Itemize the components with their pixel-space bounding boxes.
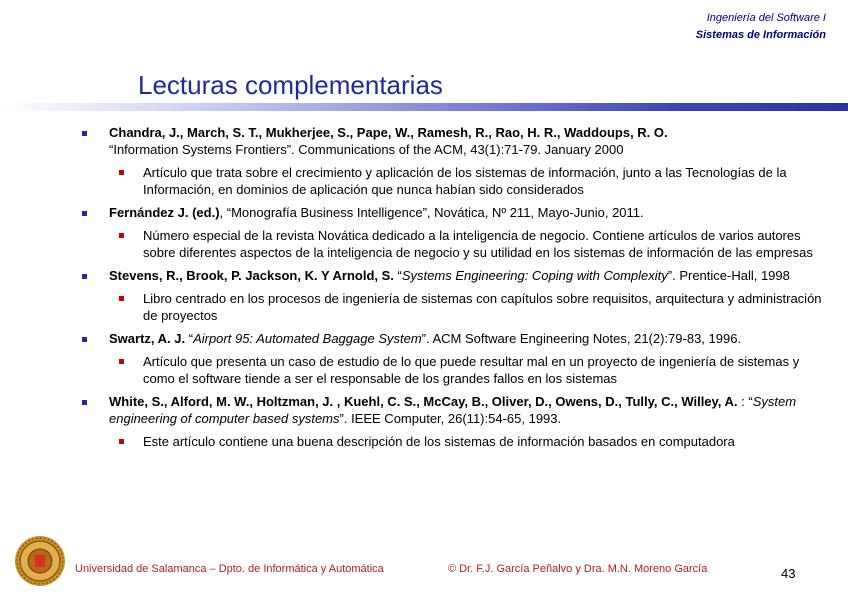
reading-entry (76, 393, 828, 450)
entry-description-text: Artículo que presenta un caso de estudio de lo que puede resultar mal en un proyecto de ingeniería de sistemas y como el software tiende a ser el responsable de los grandes fallos en los sistemas (143, 354, 800, 386)
entry-authors: Stevens, R., Brook, P. Jackson, K. Y Arnold, S. (109, 268, 394, 283)
entry-reference: “Monografía Business Intelligence”, Novática, Nº 211, Mayo-Junio, 2011. (226, 205, 644, 220)
reading-entry (76, 267, 828, 324)
entry-title: Systems Engineering: Coping with Complexity (401, 268, 668, 283)
course-subtitle: Sistemas de Información (695, 29, 826, 41)
sub-bullet-icon (119, 439, 124, 444)
footer-copyright: © Dr. F.J. García Peñalvo y Dra. M.N. Moreno García (448, 563, 708, 575)
page-number: 43 (781, 566, 796, 581)
slide-title: Lecturas complementarias (138, 70, 443, 100)
footer-institution: Universidad de Salamanca – Dpto. de Informática y Automática (75, 563, 384, 575)
entry-separator: “ (393, 268, 402, 283)
entry-description (109, 433, 828, 450)
entry-authors: White, S., Alford, M. W., Holtzman, J. , Kuehl, C. S., McCay, B., Oliver, D., Owens, D., Tully, C., Willey, A. (109, 394, 738, 409)
university-seal-icon (14, 535, 66, 587)
entry-reference: ”. Prentice-Hall, 1998 (667, 268, 790, 283)
entry-description-text: Libro centrado en los procesos de ingeniería de sistemas con capítulos sobre requisitos, arquitectura y administración de proyectos (143, 291, 822, 323)
entry-title: System engineering of computer based systems (109, 394, 797, 426)
bullet-square-icon (82, 211, 87, 216)
course-title: Ingeniería del Software I (706, 12, 826, 24)
reading-entry (76, 124, 828, 198)
sub-bullet-icon (119, 233, 124, 238)
bullet-square-icon (82, 400, 87, 405)
entry-authors: Swartz, A. J. (109, 331, 186, 346)
entry-description (109, 290, 828, 324)
entry-description-text: Este artículo contiene una buena descripción de los sistemas de información basados en computadora (143, 434, 735, 449)
entry-separator: : “ (737, 394, 753, 409)
sub-bullet-icon (119, 359, 124, 364)
entry-description (109, 353, 828, 387)
sub-bullet-icon (119, 170, 124, 175)
reading-entry (76, 330, 828, 387)
entry-title: Airport 95: Automated Baggage System (193, 331, 422, 346)
bullet-square-icon (82, 274, 87, 279)
entry-separator: “ (185, 331, 194, 346)
entry-authors: Fernández J. (ed.) (109, 205, 220, 220)
entry-description (109, 227, 828, 261)
entry-reference: ”. IEEE Computer, 26(11):54-65, 1993. (339, 411, 562, 426)
entry-description-text: Artículo que trata sobre el crecimiento y aplicación de los sistemas de información, junto a las Tecnologías de la Información, en dominios de aplicación que nunca habían sido considerados (143, 165, 787, 197)
entry-authors: Chandra, J., March, S. T., Mukherjee, S., Pape, W., Ramesh, R., Rao, H. R., Waddoups, R. O. (109, 125, 668, 140)
course-header (696, 10, 826, 44)
entry-reference: “Information Systems Frontiers”. Communications of the ACM, 43(1):71-79. January 2000 (109, 142, 624, 157)
reading-entry (76, 204, 828, 261)
bullet-square-icon (82, 131, 87, 136)
title-gradient-bar (0, 103, 848, 111)
reading-list (76, 124, 828, 456)
sub-bullet-icon (119, 296, 124, 301)
bullet-square-icon (82, 337, 87, 342)
entry-reference: ”. ACM Software Engineering Notes, 21(2):79-83, 1996. (421, 331, 742, 346)
entry-description-text: Número especial de la revista Novática dedicado a la inteligencia de negocio. Contiene artículos de varios autores sobre diferentes aspectos de la inteligencia de negocio y su utilidad en los sistemas de información de las empresas (143, 228, 813, 260)
entry-description (109, 164, 828, 198)
entry-separator: , (219, 205, 227, 220)
